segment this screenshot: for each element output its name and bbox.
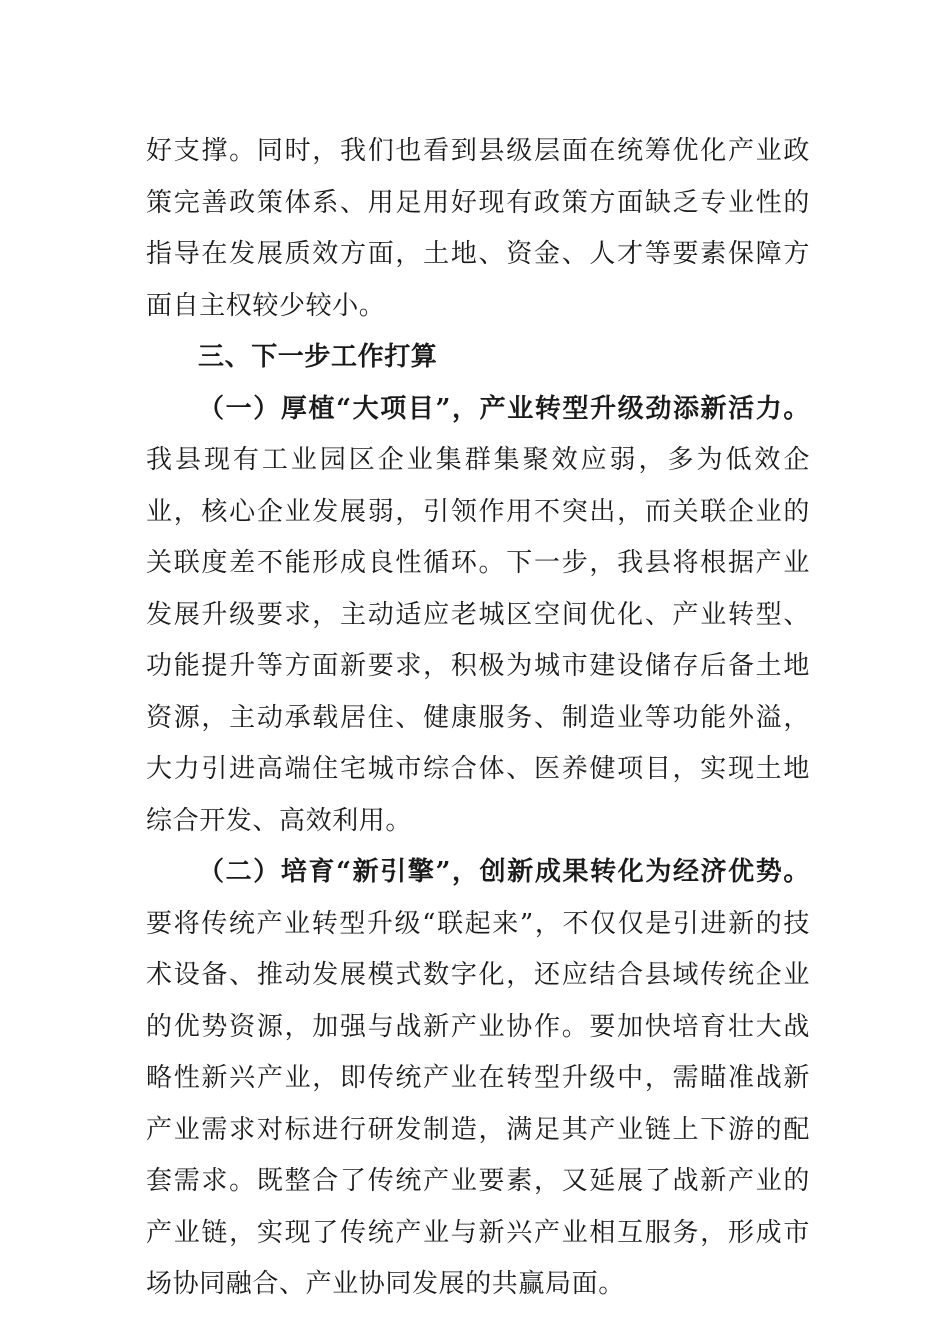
document-body — [146, 126, 810, 1311]
item-2-title: （二）培育“新引擎”，创新成果转化为经济优势。 — [198, 857, 810, 887]
paragraph-continuation: 好支撑。同时，我们也看到县级层面在统筹优化产业政策完善政策体系、用足用好现有政策方面缺乏专业性的指导在发展质效方面，土地、资金、人才等要素保障方面自主权较少较小。 — [146, 136, 810, 321]
item-2-body: 要将传统产业转型升级“联起来”，不仅仅是引进新的技术设备、推动发展模式数字化，还应结合县域传统企业的优势资源，加强与战新产业协作。要加快培育壮大战略性新兴产业，即传统产业在转型升级中，需瞄准战新产业需求对标进行研发制造，满足其产业链上下游的配套需求。既整合了传统产业要素，又延展了战新产业的产业链，实现了传统产业与新兴产业相互服务，形成市场协同融合、产业协同发展的共赢局面。 — [146, 908, 810, 1299]
item-1-title: （一）厚植“大项目”，产业转型升级劲添新活力。 — [198, 393, 810, 424]
item-1-body: 我县现有工业园区企业集群集聚效应弱，多为低效企业，核心企业发展弱，引领作用不突出，而关联企业的关联度差不能形成良性循环。下一步，我县将根据产业发展升级要求，主动适应老城区空间优化、产业转型、功能提升等方面新要求，积极为城市建设储存后备土地资源，主动承载居住、健康服务、制造业等功能外溢，大力引进高端住宅城市综合体、医养健项目，实现土地综合开发、高效利用。 — [146, 445, 810, 836]
paragraph-item-2 — [146, 847, 810, 1311]
paragraph-item-1 — [146, 384, 810, 848]
section-heading: 三、下一步工作打算 — [198, 342, 438, 372]
